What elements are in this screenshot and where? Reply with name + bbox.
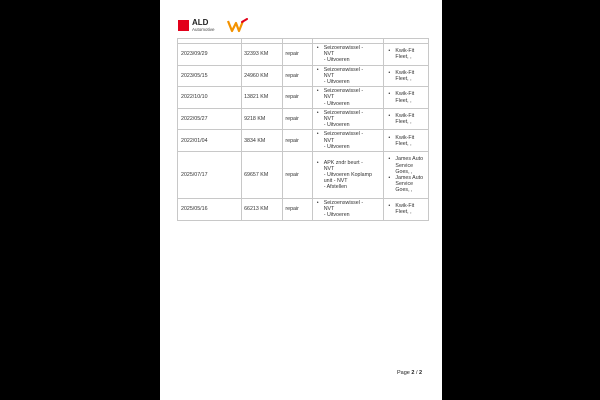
garage-list	[386, 91, 426, 103]
date-cell: 2023/09/29	[178, 44, 242, 66]
table-row	[178, 87, 429, 109]
garage-detail: Goes, ,	[395, 168, 413, 175]
table-row	[178, 130, 429, 152]
work-item	[315, 200, 382, 219]
work-item-title: • Seizoenswissel -	[323, 45, 364, 51]
date-cell: 2022/10/10	[178, 87, 242, 109]
work-item-action: - Uitvoeren Koplamp	[323, 171, 372, 178]
garage-item	[386, 175, 426, 194]
work-item	[315, 160, 382, 191]
garage-name: • Kwik-Fit	[395, 91, 415, 98]
garage-name: • James Auto	[395, 175, 424, 182]
garage-name: • Kwik-Fit	[395, 134, 415, 141]
garage-item	[386, 91, 426, 103]
work-items-cell	[312, 87, 384, 109]
garage-cell	[384, 44, 429, 66]
mileage-cell: 69657 KM	[242, 152, 283, 199]
work-item-title: • Seizoenswissel -	[323, 109, 364, 116]
work-item	[315, 131, 382, 150]
table-row	[178, 152, 429, 199]
work-item-status: NVT	[323, 165, 335, 172]
work-item-status: NVT	[323, 51, 335, 58]
work-item	[315, 45, 382, 64]
work-item-title: • Seizoenswissel -	[323, 200, 364, 207]
page-total: 2	[419, 370, 423, 376]
work-item-status: NVT	[323, 206, 335, 213]
garage-detail: Fleet, ,	[395, 54, 412, 61]
mileage-cell: 66213 KM	[242, 199, 283, 221]
garage-cell	[384, 152, 429, 199]
mileage-cell: 24960 KM	[242, 65, 283, 87]
garage-name: • James Auto	[395, 156, 424, 163]
mileage-cell: 9218 KM	[242, 108, 283, 130]
garage-item	[386, 135, 426, 147]
garage-detail: Goes, ,	[395, 187, 413, 194]
work-item	[315, 110, 382, 129]
work-item-action: - Uitvoeren	[323, 122, 350, 129]
work-item-action: - Uitvoeren	[323, 143, 350, 150]
garage-list	[386, 70, 426, 82]
garage-detail: Fleet, ,	[395, 140, 412, 147]
page-number	[397, 370, 422, 376]
ald-logo-square	[178, 20, 189, 31]
ald-logo-subtitle: Automotive	[192, 27, 215, 32]
garage-name: • Kwik-Fit	[395, 69, 415, 76]
work-item-extra: unit - NVT	[323, 178, 348, 185]
work-items-list	[315, 45, 382, 64]
work-item-title: • Seizoenswissel -	[323, 88, 364, 95]
work-item	[315, 88, 382, 107]
type-cell: repair	[283, 87, 312, 109]
work-items-cell	[312, 130, 384, 152]
work-item-action: - Uitvoeren	[323, 212, 350, 219]
date-cell: 2025/05/16	[178, 199, 242, 221]
ald-logo-text: ALD	[192, 18, 209, 27]
work-item	[315, 67, 382, 86]
date-cell: 2023/05/15	[178, 65, 242, 87]
work-item-status: NVT	[323, 72, 335, 79]
garage-cell	[384, 108, 429, 130]
date-cell: 2022/01/04	[178, 130, 242, 152]
lease-w-logo-icon	[227, 18, 249, 34]
type-cell: repair	[283, 44, 312, 66]
garage-detail: Fleet, ,	[395, 75, 412, 82]
garage-list	[386, 203, 426, 215]
page-current: 2	[411, 370, 415, 376]
page-separator: /	[415, 370, 418, 376]
garage-name: • Kwik-Fit	[395, 112, 415, 119]
mileage-cell: 13821 KM	[242, 87, 283, 109]
work-items-list	[315, 67, 382, 86]
work-item-status: NVT	[323, 94, 335, 101]
work-item-status: NVT	[323, 116, 335, 123]
garage-item	[386, 156, 426, 175]
garage-cell	[384, 199, 429, 221]
work-item-action: - Uitvoeren	[323, 100, 350, 107]
garage-detail: Fleet, ,	[395, 97, 412, 104]
type-cell: repair	[283, 130, 312, 152]
work-items-list	[315, 110, 382, 129]
garage-item	[386, 70, 426, 82]
type-cell: repair	[283, 65, 312, 87]
table-row	[178, 108, 429, 130]
garage-cell	[384, 130, 429, 152]
garage-item	[386, 203, 426, 215]
mileage-cell: 32393 KM	[242, 44, 283, 66]
garage-detail: Fleet, ,	[395, 209, 412, 216]
work-item-title: • Seizoenswissel -	[323, 131, 364, 138]
garage-list	[386, 156, 426, 193]
work-items-cell	[312, 65, 384, 87]
garage-item	[386, 113, 426, 125]
date-cell: 2025/07/17	[178, 152, 242, 199]
work-items-cell	[312, 108, 384, 130]
garage-cell	[384, 65, 429, 87]
garage-detail: Fleet, ,	[395, 119, 412, 126]
garage-item	[386, 48, 426, 60]
garage-list	[386, 135, 426, 147]
work-item-extra: - Afstellen	[323, 184, 347, 191]
work-item-action: - Uitvoeren	[323, 79, 350, 86]
garage-detail: Service	[395, 162, 414, 169]
work-items-list	[315, 88, 382, 107]
work-items-list	[315, 131, 382, 150]
work-items-list	[315, 200, 382, 219]
mileage-cell: 3834 KM	[242, 130, 283, 152]
type-cell: repair	[283, 108, 312, 130]
garage-list	[386, 113, 426, 125]
garage-detail: Service	[395, 181, 414, 188]
garage-name: • Kwik-Fit	[395, 48, 415, 55]
garage-list	[386, 48, 426, 60]
work-items-cell	[312, 199, 384, 221]
work-items-cell	[312, 152, 384, 199]
document-page	[160, 0, 442, 400]
work-item-title: • Seizoenswissel -	[323, 66, 364, 73]
work-items-cell	[312, 44, 384, 66]
page-label: Page	[397, 370, 410, 376]
table-row	[178, 199, 429, 221]
work-item-status: NVT	[323, 137, 335, 144]
table-row	[178, 65, 429, 87]
table-row	[178, 44, 429, 66]
maintenance-history-table	[177, 38, 429, 221]
type-cell: repair	[283, 199, 312, 221]
garage-cell	[384, 87, 429, 109]
type-cell: repair	[283, 152, 312, 199]
work-item-title: • APK zndr beurt -	[323, 159, 363, 166]
date-cell: 2022/05/27	[178, 108, 242, 130]
garage-name: • Kwik-Fit	[395, 203, 415, 210]
work-item-action: - Uitvoeren	[323, 57, 350, 64]
work-items-list	[315, 160, 382, 191]
